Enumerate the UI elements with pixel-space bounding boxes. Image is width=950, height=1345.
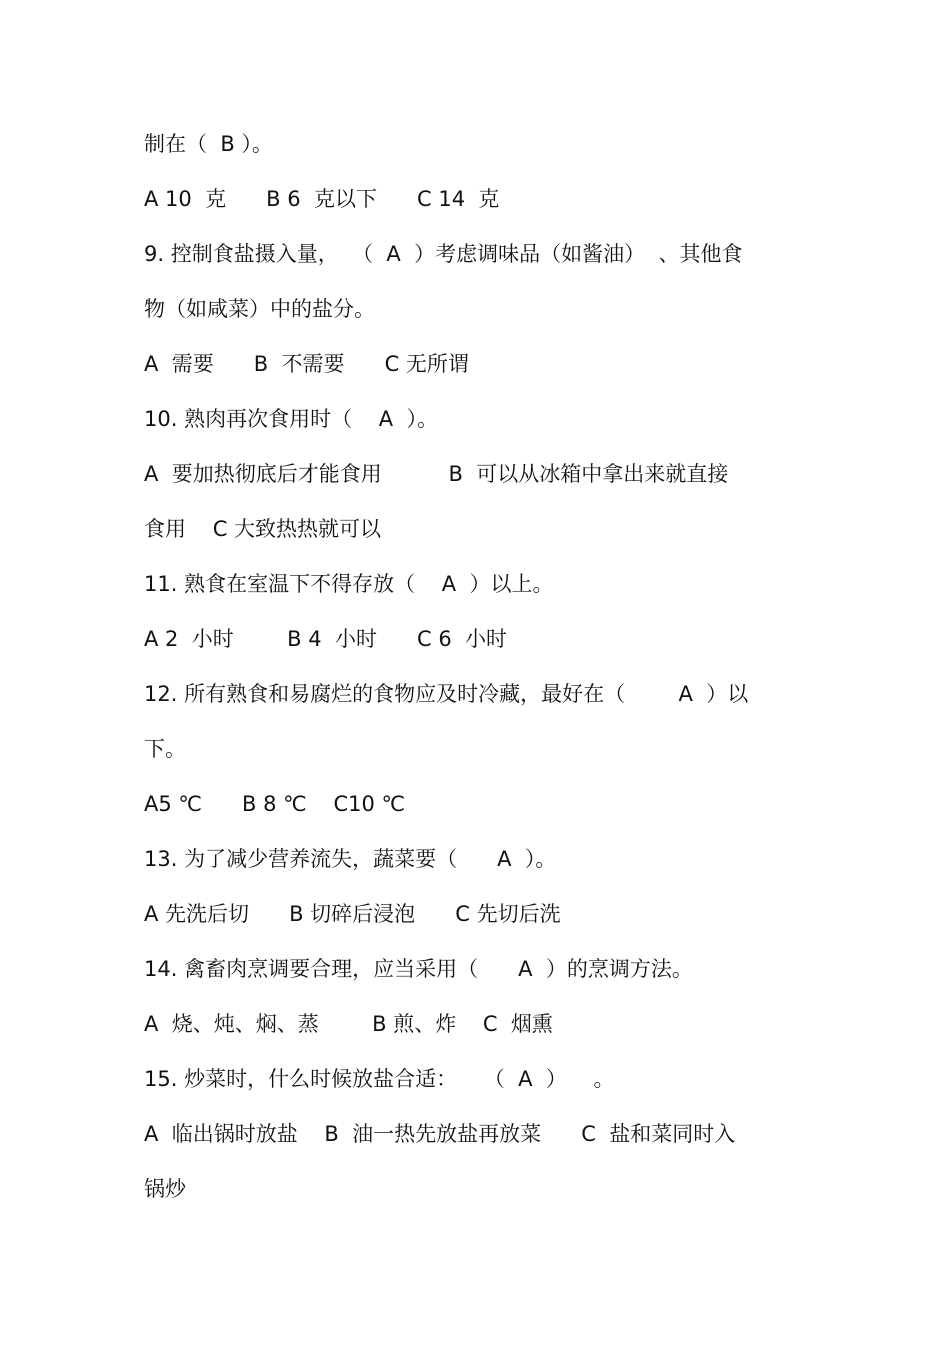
text-line-19: A 临出锅时放盐 B 油一热先放盐再放菜 C 盐和菜同时入 [144,1122,736,1146]
text-line-1: 制在（ B ）。 [144,132,273,156]
text-line-12: 下。 [144,737,186,761]
text-line-18: 15. 炒菜时，什么时候放盐合适： （ A ） 。 [144,1067,615,1091]
text-line-8: 食用 C 大致热热就可以 [144,517,382,541]
text-line-4: 物（如咸菜）中的盐分。 [144,297,375,321]
text-line-5: A 需要 B 不需要 C 无所谓 [144,352,469,376]
text-line-14: 13. 为了减少营养流失，蔬菜要（ A ）。 [144,847,557,871]
text-line-15: A 先洗后切 B 切碎后浸泡 C 先切后洗 [144,902,561,926]
text-line-9: 11. 熟食在室温下不得存放（ A ）以上。 [144,572,554,596]
text-line-16: 14. 禽畜肉烹调要合理，应当采用（ A ）的烹调方法。 [144,957,693,981]
text-line-7: A 要加热彻底后才能食用 B 可以从冰箱中拿出来就直接 [144,462,729,486]
text-line-13: A5 ℃ B 8 ℃ C10 ℃ [144,792,406,816]
text-line-2: A 10 克 B 6 克以下 C 14 克 [144,187,500,211]
text-line-6: 10. 熟肉再次食用时（ A ）。 [144,407,438,431]
text-line-20: 锅炒 [144,1177,186,1201]
text-line-3: 9. 控制食盐摄入量， （ A ）考虑调味品（如酱油） 、其他食 [144,242,743,266]
text-line-10: A 2 小时 B 4 小时 C 6 小时 [144,627,508,651]
text-line-11: 12. 所有熟食和易腐烂的食物应及时冷藏，最好在（ A ）以 [144,682,749,706]
text-line-17: A 烧、炖、焖、蒸 B 煎、炸 C 烟熏 [144,1012,553,1036]
